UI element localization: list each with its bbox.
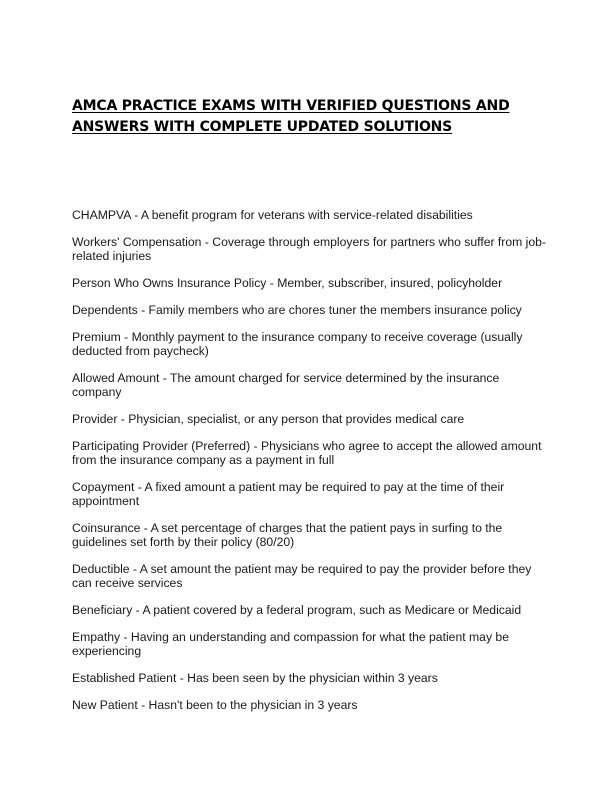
entry-line: New Patient - Hasn't been to the physician in 3 years [72, 698, 358, 712]
title-line-1: AMCA PRACTICE EXAMS WITH VERIFIED QUESTIONS AND [72, 98, 510, 114]
entry-line: Allowed Amount - The amount charged for service determined by the insurance [72, 371, 500, 385]
definition-deductible [72, 562, 544, 590]
definition-copayment [72, 480, 544, 508]
entry-line: Dependents - Family members who are chores tuner the members insurance policy [72, 303, 522, 317]
entry-line: Empathy - Having an understanding and compassion for what the patient may be [72, 630, 509, 644]
entry-line: company [72, 385, 122, 399]
entry-line: can receive services [72, 576, 183, 590]
document-title [72, 96, 542, 138]
definition-empathy [72, 630, 544, 658]
entry-line: Person Who Owns Insurance Policy - Member, subscriber, insured, policyholder [72, 276, 503, 290]
definition-participating-provider [72, 439, 544, 467]
definition-policy-owner [72, 276, 544, 290]
entry-line: from the insurance company as a payment in full [72, 453, 335, 467]
definition-champva [72, 208, 544, 222]
definition-new-patient [72, 698, 544, 712]
definition-established-patient [72, 671, 544, 685]
entry-line: Copayment - A fixed amount a patient may be required to pay at the time of their [72, 480, 505, 494]
entry-line: experiencing [72, 644, 142, 658]
definition-allowed-amount [72, 371, 544, 399]
entry-line: deducted from paycheck) [72, 344, 209, 358]
title-line-2: ANSWERS WITH COMPLETE UPDATED SOLUTIONS [72, 119, 453, 135]
entry-line: Beneficiary - A patient covered by a federal program, such as Medicare or Medicaid [72, 603, 522, 617]
entry-line: Workers' Compensation - Coverage through employers for partners who suffer from job- [72, 235, 547, 249]
entry-line: Deductible - A set amount the patient may be required to pay the provider before they [72, 562, 532, 576]
entry-line: guidelines set forth by their policy (80/20) [72, 535, 295, 549]
entry-line: Provider - Physician, specialist, or any person that provides medical care [72, 412, 465, 426]
entry-line: CHAMPVA - A benefit program for veterans with service-related disabilities [72, 208, 473, 222]
definition-list [72, 208, 547, 712]
definition-workers-compensation [72, 235, 547, 263]
entry-line: appointment [72, 494, 140, 508]
definition-provider [72, 412, 544, 426]
entry-line: Established Patient - Has been seen by the physician within 3 years [72, 671, 438, 685]
definition-dependents [72, 303, 544, 317]
entry-line: Premium - Monthly payment to the insurance company to receive coverage (usually [72, 330, 523, 344]
definition-coinsurance [72, 521, 544, 549]
entry-line: related injuries [72, 249, 152, 263]
entry-line: Participating Provider (Preferred) - Physicians who agree to accept the allowed amount [72, 439, 542, 453]
definition-premium [72, 330, 544, 358]
entry-line: Coinsurance - A set percentage of charges that the patient pays in surfing to the [72, 521, 503, 535]
definition-beneficiary [72, 603, 544, 617]
